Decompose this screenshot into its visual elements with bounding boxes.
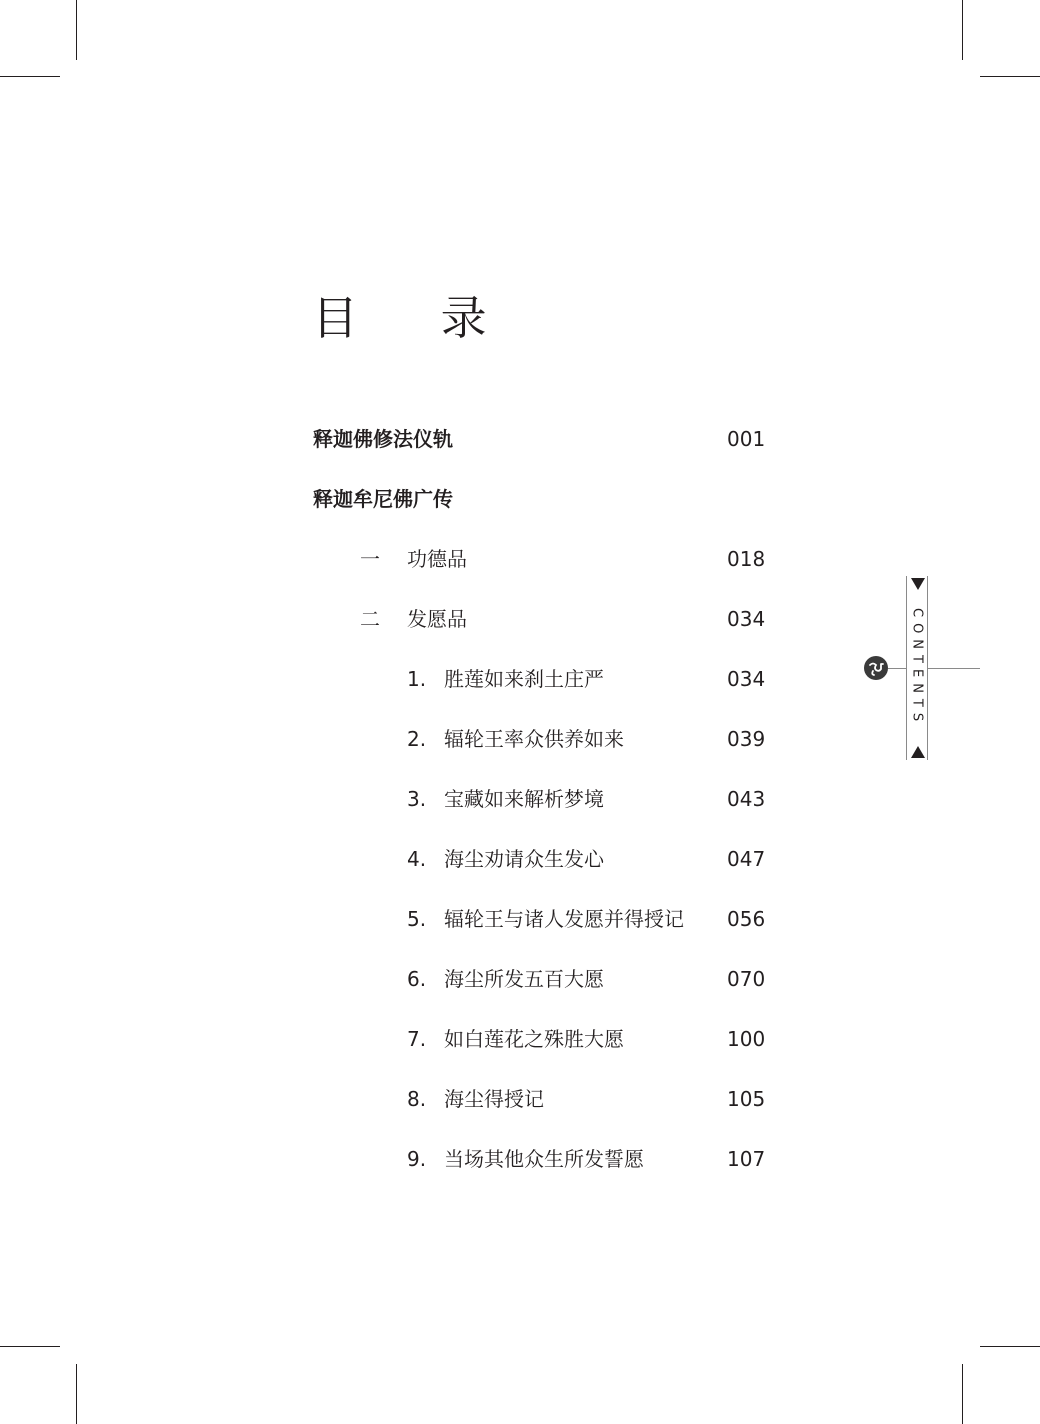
toc-entry-number: 二 [360, 607, 380, 631]
toc-entry-label: 胜莲如来刹土庄严 [444, 667, 604, 691]
triangle-down-icon [911, 578, 925, 590]
toc-entry-label: 海尘所发五百大愿 [444, 967, 604, 991]
toc-entry-number: 9. [407, 1147, 427, 1171]
side-tab-label: CONTENTS [909, 608, 925, 728]
toc-entry-label: 辐轮王与诸人发愿并得授记 [444, 907, 684, 931]
toc-entry-label: 释迦牟尼佛广传 [313, 487, 453, 511]
toc-entry-number: 4. [407, 847, 427, 871]
toc-entry-label: 海尘得授记 [444, 1087, 544, 1111]
tibetan-syllable-emblem-icon [864, 656, 888, 680]
toc-entry-number: 6. [407, 967, 427, 991]
toc-entry-number: 7. [407, 1027, 427, 1051]
toc-entry[interactable] [0, 1144, 1040, 1174]
toc-entry[interactable] [0, 484, 1040, 514]
toc-entry[interactable] [0, 964, 1040, 994]
toc-entry-page-number: 018 [727, 547, 766, 571]
contents-side-tab [906, 576, 928, 760]
toc-entry[interactable] [0, 784, 1040, 814]
toc-entry-page-number: 001 [727, 427, 766, 451]
toc-entry[interactable] [0, 844, 1040, 874]
toc-entry-page-number: 070 [727, 967, 766, 991]
toc-entry[interactable] [0, 1024, 1040, 1054]
toc-entry-label: 功德品 [407, 547, 467, 571]
toc-entry-number: 5. [407, 907, 427, 931]
toc-entry-label: 宝藏如来解析梦境 [444, 787, 604, 811]
toc-entry-number: 3. [407, 787, 427, 811]
page-title: 目 录 [312, 291, 521, 345]
toc-entry-number: 8. [407, 1087, 427, 1111]
toc-entry-page-number: 043 [727, 787, 766, 811]
toc-entry-number: 1. [407, 667, 427, 691]
toc-entry-page-number: 047 [727, 847, 766, 871]
toc-entry-label: 释迦佛修法仪轨 [313, 427, 453, 451]
toc-entry-label: 海尘劝请众生发心 [444, 847, 604, 871]
toc-entry-number: 一 [360, 547, 380, 571]
toc-entry-page-number: 107 [727, 1147, 766, 1171]
toc-entry-page-number: 105 [727, 1087, 766, 1111]
toc-entry-label: 如白莲花之殊胜大愿 [444, 1027, 624, 1051]
toc-entry[interactable] [0, 544, 1040, 574]
toc-entry[interactable] [0, 604, 1040, 634]
toc-entry[interactable] [0, 1084, 1040, 1114]
toc-entry-number: 2. [407, 727, 427, 751]
side-tab-line [888, 668, 980, 669]
toc-entry[interactable] [0, 904, 1040, 934]
toc-entry[interactable] [0, 424, 1040, 454]
toc-entry-page-number: 034 [727, 667, 766, 691]
toc-entry[interactable] [0, 724, 1040, 754]
toc-entry-page-number: 039 [727, 727, 766, 751]
toc-entry-page-number: 034 [727, 607, 766, 631]
triangle-up-icon [911, 746, 925, 758]
toc-entry-label: 发愿品 [407, 607, 467, 631]
toc-entry-label: 当场其他众生所发誓愿 [444, 1147, 644, 1171]
toc-entry-page-number: 100 [727, 1027, 766, 1051]
toc-entry-label: 辐轮王率众供养如来 [444, 727, 624, 751]
toc-entry-page-number: 056 [727, 907, 766, 931]
